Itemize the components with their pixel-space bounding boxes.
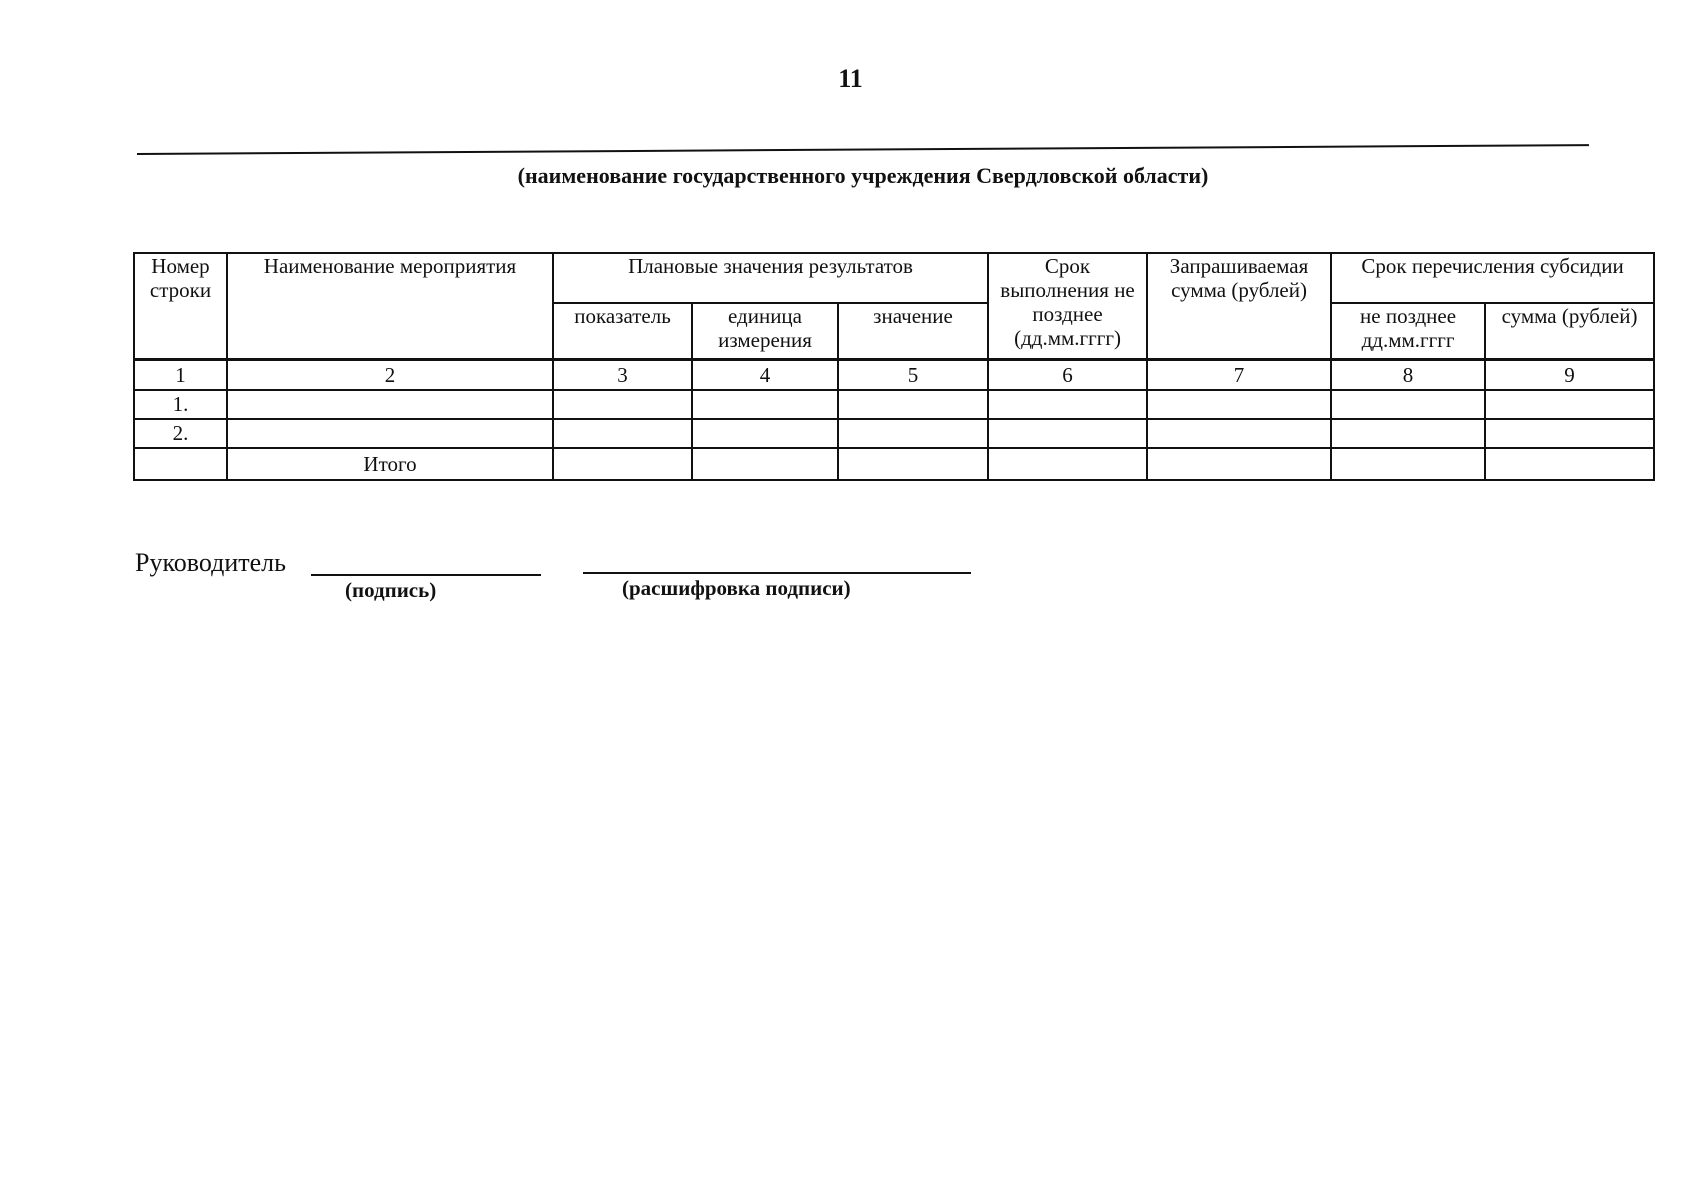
header-value: значение [838,303,988,359]
header-planned-results: Плановые значения результатов [553,253,988,303]
empty-cell [838,448,988,480]
header-row-1 [134,253,1654,303]
empty-cell [553,419,692,448]
empty-cell [1147,448,1331,480]
empty-cell [988,390,1147,419]
column-number: 2 [227,359,553,390]
empty-cell [227,390,553,419]
header-transfer-amount: сумма (рублей) [1485,303,1654,359]
empty-cell [1485,419,1654,448]
column-number: 6 [988,359,1147,390]
organization-name-line [137,144,1589,155]
header-event-name: Наименование мероприятия [227,253,553,359]
empty-cell [1331,419,1485,448]
column-number: 3 [553,359,692,390]
row-number-cell: 1. [134,390,227,419]
empty-cell [988,419,1147,448]
column-number: 4 [692,359,838,390]
organization-caption: (наименование государственного учреждения Свердловской области) [517,163,1209,188]
signature-decoding-caption: (расшифровка подписи) [622,576,851,600]
signature-caption: (подпись) [345,578,437,602]
total-label: Итого [227,448,553,480]
signature-decoding-line [583,572,971,574]
column-number-row [134,359,1654,390]
table-row [134,390,1654,419]
signature-block [135,548,1035,608]
empty-cell [988,448,1147,480]
column-number: 9 [1485,359,1654,390]
empty-cell [838,390,988,419]
header-requested-amount: Запрашиваемая сумма (рублей) [1147,253,1331,359]
empty-cell [1147,419,1331,448]
column-number: 5 [838,359,988,390]
empty-cell [227,419,553,448]
header-transfer-date: не позднее дд.мм.гггг [1331,303,1485,359]
empty-cell [692,390,838,419]
signature-line [311,574,541,576]
empty-cell [553,390,692,419]
header-indicator: показатель [553,303,692,359]
header-transfer-period: Срок перечисления субсидии [1331,253,1654,303]
empty-cell [553,448,692,480]
table-row [134,419,1654,448]
subsidy-request-table [133,252,1655,481]
row-number-cell: 2. [134,419,227,448]
column-number: 8 [1331,359,1485,390]
column-number: 1 [134,359,227,390]
empty-cell [692,419,838,448]
empty-cell [1147,390,1331,419]
header-row-number: Номер строки [134,253,227,359]
empty-cell [1485,390,1654,419]
empty-cell [1331,448,1485,480]
empty-cell [134,448,227,480]
column-number: 7 [1147,359,1331,390]
empty-cell [1485,448,1654,480]
head-label: Руководитель [135,548,286,577]
header-deadline: Срок выполнения не позднее (дд.мм.гггг) [988,253,1147,359]
empty-cell [1331,390,1485,419]
header-unit: единица измерения [692,303,838,359]
total-row [134,448,1654,480]
page-number: 11 [838,64,863,93]
empty-cell [838,419,988,448]
empty-cell [692,448,838,480]
